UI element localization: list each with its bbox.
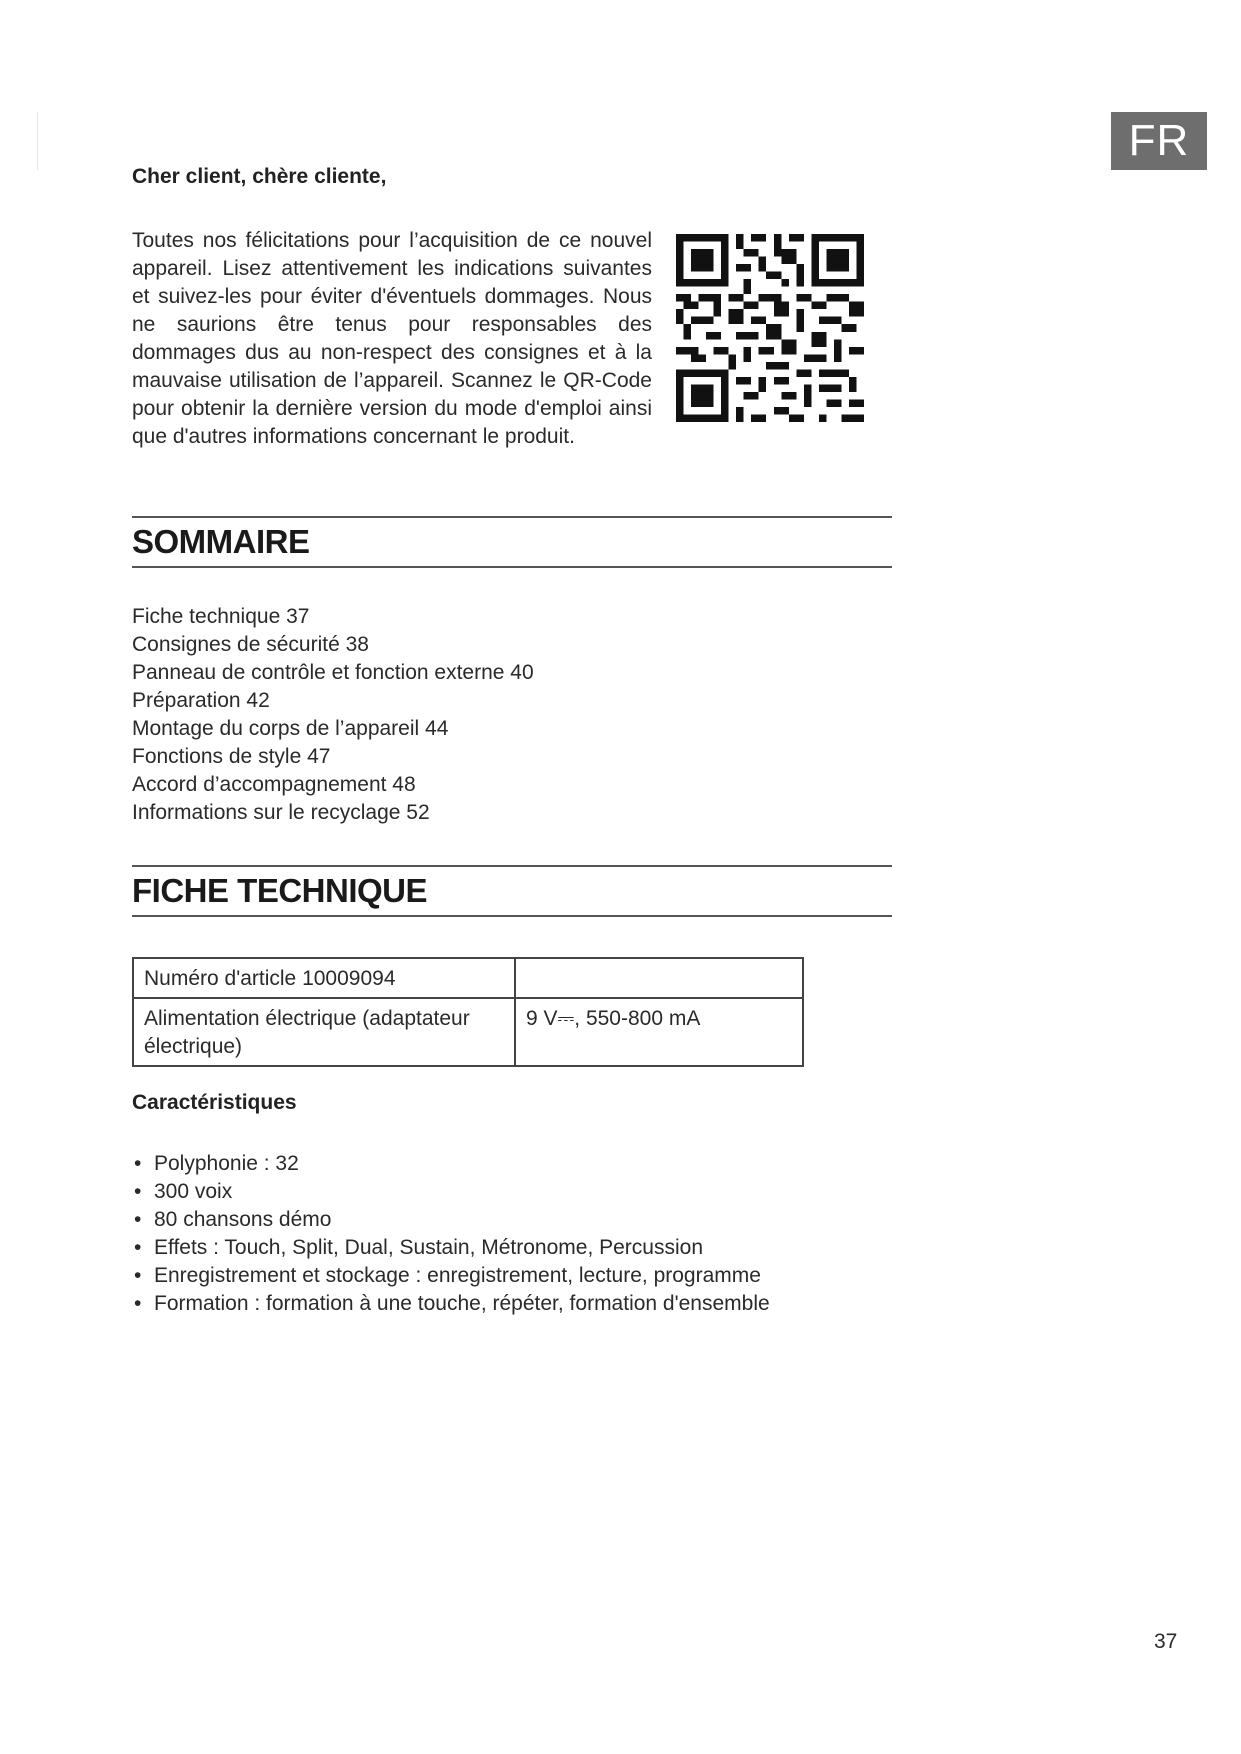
list-item-text: Polyphonie : 32 [154,1152,299,1175]
table-cell [515,958,803,998]
list-item-text: 300 voix [154,1180,233,1203]
intro-paragraph: Toutes nos félicitations pour l’acquisition de ce nouvel appareil. Lisez attentivement les indications suivantes et suivez-les pour éviter d'éventuels dommages. Nous ne saurions être tenus pour responsables des dommages dus au non-respect des consignes et à la mauvaise utilisation de l’appareil. Scannez le QR-Code pour obtenir la dernière version du mode d'emploi ainsi que d'autres informations concernant le produit. [132,229,652,448]
toc-item: Panneau de contrôle et fonction externe 40 [132,661,534,684]
table-cell: 9 V⎓, 550-800 mA [515,998,803,1066]
toc-item: Informations sur le recyclage 52 [132,801,430,824]
list-item-text: 80 chansons démo [154,1208,332,1231]
toc-item: Fonctions de style 47 [132,745,331,768]
toc-item: Montage du corps de l’appareil 44 [132,717,449,740]
list-item [132,1290,770,1318]
page-number: 37 [1154,1630,1178,1653]
list-item-text: Formation : formation à une touche, répéter, formation d'ensemble [154,1292,770,1315]
table-cell: Alimentation électrique (adaptateur électrique) [133,998,515,1066]
list-item [132,1206,770,1234]
qr-code-icon[interactable] [676,234,864,422]
bullet-icon: • [134,1180,142,1203]
list-item-text: Effets : Touch, Split, Dual, Sustain, Métronome, Percussion [154,1236,703,1259]
list-item [132,1262,770,1290]
language-badge: FR [1111,112,1207,170]
sommaire-title: SOMMAIRE [132,523,310,560]
table-of-contents [132,603,534,827]
fiche-technique-title: FICHE TECHNIQUE [132,872,428,909]
bullet-icon: • [134,1208,142,1231]
features-title: Caractéristiques [132,1091,297,1114]
toc-item: Accord d’accompagnement 48 [132,773,416,796]
bullet-icon: • [134,1264,142,1287]
table-cell: Numéro d'article 10009094 [133,958,515,998]
toc-item: Préparation 42 [132,689,270,712]
bullet-icon: • [134,1236,142,1259]
list-item [132,1234,770,1262]
spec-table [132,957,804,1067]
margin-rule [37,112,38,170]
features-list [132,1150,770,1318]
table-row [133,998,803,1066]
bullet-icon: • [134,1292,142,1315]
greeting: Cher client, chère cliente, [132,165,387,188]
fiche-technique-header [132,865,892,917]
list-item [132,1178,770,1206]
toc-item: Fiche technique 37 [132,605,310,628]
sommaire-header [132,516,892,568]
table-row [133,958,803,998]
list-item [132,1150,770,1178]
toc-item: Consignes de sécurité 38 [132,633,369,656]
list-item-text: Enregistrement et stockage : enregistrement, lecture, programme [154,1264,761,1287]
bullet-icon: • [134,1152,142,1175]
